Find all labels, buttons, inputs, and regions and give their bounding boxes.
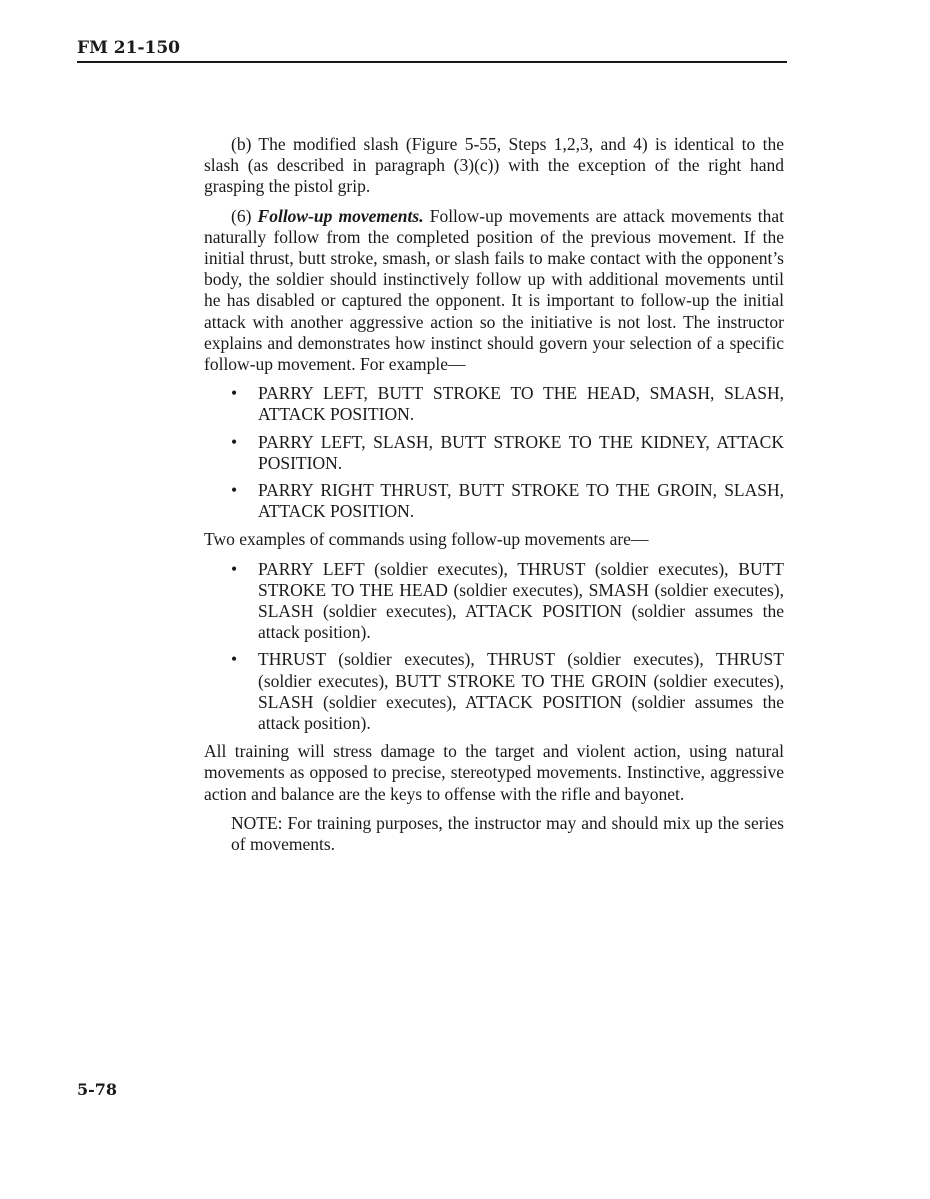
note: NOTE: For training purposes, the instructor may and should mix up the series of movements. <box>231 812 784 855</box>
paragraph-label: (6) <box>231 205 258 226</box>
list-item: • PARRY LEFT, SLASH, BUTT STROKE TO THE KIDNEY, ATTACK POSITION. <box>231 432 784 474</box>
page-number: 5-78 <box>77 1080 118 1099</box>
header-title: FM 21-150 <box>77 38 181 58</box>
commands-intro: Two examples of commands using follow-up movements are— <box>204 529 649 550</box>
page-body <box>204 134 784 855</box>
paragraph-follow-up-movements <box>204 206 784 376</box>
paragraph-training: All training will stress damage to the target and violent action, using natural movements as opposed to precise, stereotyped movements. Instinctive, aggressive action and balance are the keys to offense with the rifle and bayonet. <box>204 741 784 804</box>
command-list <box>204 559 784 735</box>
paragraph-modified-slash: (b) The modified slash (Figure 5-55, Steps 1,2,3, and 4) is identical to the slash (as described in paragraph (3)(c)) with the exception of the right hand grasping the pistol grip. <box>204 134 784 197</box>
list-item: • PARRY LEFT (soldier executes), THRUST (soldier executes), BUTT STROKE TO THE HEAD (soldier executes), SMASH (soldier executes), SLASH (soldier executes), ATTACK POSITION (soldier assumes the attack position). <box>231 559 784 644</box>
list-item: • PARRY RIGHT THRUST, BUTT STROKE TO THE GROIN, SLASH, ATTACK POSITION. <box>231 480 784 522</box>
list-item: • PARRY LEFT, BUTT STROKE TO THE HEAD, SMASH, SLASH, ATTACK POSITION. <box>231 383 784 425</box>
running-header <box>77 38 787 63</box>
paragraph-text: Follow-up movements are attack movements that naturally follow from the completed position of the previous movement. If the initial thrust, butt stroke, smash, or slash fails to make contact with the opponent’s body, the soldier should instinctively follow up with additional movements until he has disabled or captured the opponent. It is important to follow-up the initial attack with another aggressive action so the initiative is not lost. The instructor explains and demonstrates how instinct should govern your selection of a specific follow-up movement. For example— <box>204 205 784 375</box>
list-item: • THRUST (soldier executes), THRUST (soldier executes), THRUST (soldier executes), BUTT STROKE TO THE GROIN (soldier executes), SLASH (soldier executes), ATTACK POSITION (soldier assumes the attack position). <box>231 649 784 734</box>
example-list <box>204 383 784 522</box>
paragraph-heading: Follow-up movements. <box>257 205 424 226</box>
